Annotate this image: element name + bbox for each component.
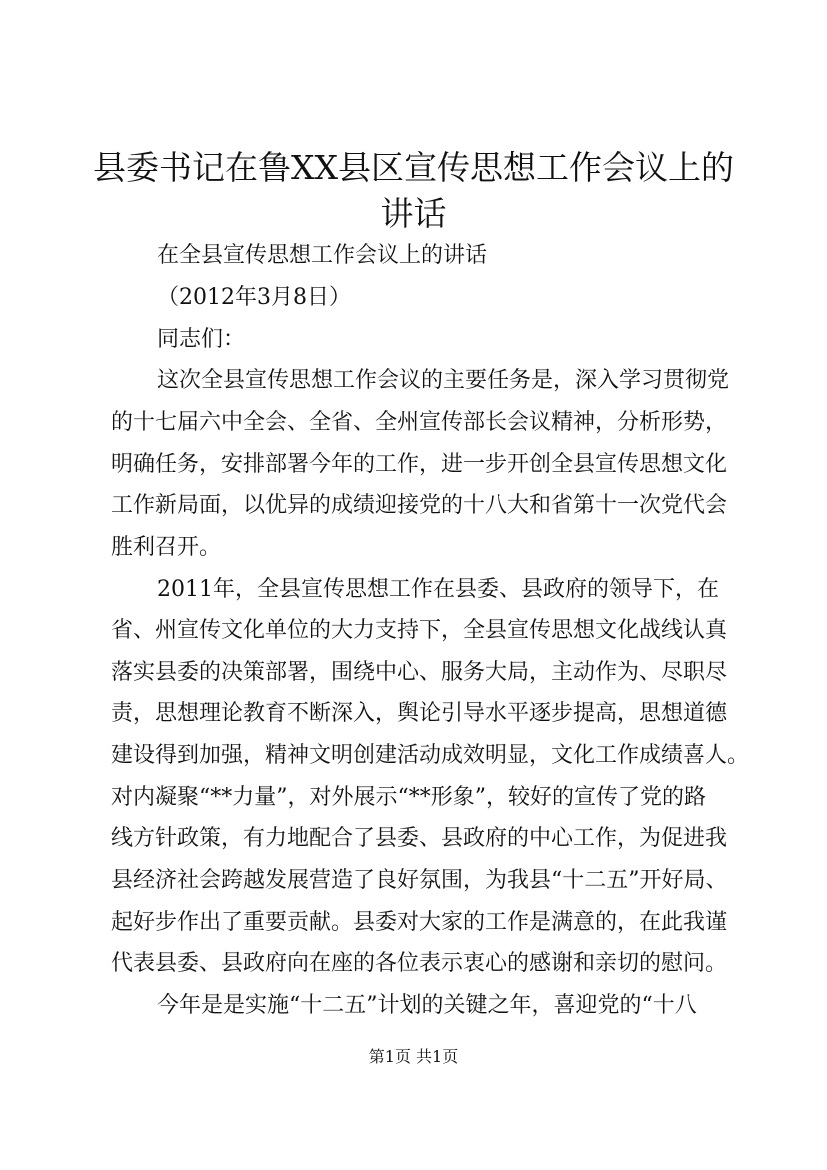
paragraph-2-line: 2011年，全县宣传思想工作在县委、县政府的领导下，在 (157, 577, 719, 602)
paragraph-3-line: 今年是是实施“十二五”计划的关键之年，喜迎党的“十八 (157, 993, 697, 1018)
paragraph-1-line: 明确任务，安排部署今年的工作，进一步开创全县宣传思想文化 (111, 452, 728, 477)
paragraph-2-line: 对内凝聚“**力量”，对外展示“**形象”，较好的宣传了党的路 (111, 785, 706, 810)
subtitle: 在全县宣传思想工作会议上的讲话 (157, 243, 488, 268)
paragraph-2-line: 代表县委、县政府向在座的各位表示衷心的感谢和亲切的慰问。 (111, 951, 728, 976)
paragraph-1-line: 这次全县宣传思想工作会议的主要任务是，深入学习贯彻党 (157, 368, 730, 393)
paragraph-2-line: 责，思想理论教育不断深入，舆论引导水平逐步提高，思想道德 (111, 701, 728, 726)
document-title-line-1: 县委书记在鲁XX县区宣传思想工作会议上的 (93, 148, 734, 187)
page-footer: 第1页 共1页 (368, 1047, 459, 1066)
paragraph-2-line: 落实县委的决策部署，围绕中心、服务大局，主动作为、尽职尽 (111, 660, 728, 685)
paragraph-2-line: 县经济社会跨越发展营造了良好氛围，为我县“十二五”开好局、 (111, 868, 728, 893)
paragraph-1-line: 工作新局面，以优异的成绩迎接党的十八大和省第十一次党代会 (111, 493, 728, 518)
paragraph-2-line: 建设得到加强，精神文明创建活动成效明显，文化工作成绩喜人。 (111, 743, 750, 768)
paragraph-1-line: 的十七届六中全会、全省、全州宣传部长会议精神，分析形势， (111, 410, 728, 435)
paragraph-1-line: 胜利召开。 (111, 535, 222, 560)
salutation: 同志们： (157, 327, 246, 352)
paragraph-2-line: 线方针政策，有力地配合了县委、县政府的中心工作，为促进我 (111, 826, 728, 851)
paragraph-2-line: 省、州宣传文化单位的大力支持下，全县宣传思想文化战线认真 (111, 618, 728, 643)
paragraph-2-line: 起好步作出了重要贡献。县委对大家的工作是满意的，在此我谨 (111, 910, 728, 935)
date-line: （2012年3月8日） (157, 285, 351, 310)
document-title-line-2: 讲话 (380, 194, 447, 233)
